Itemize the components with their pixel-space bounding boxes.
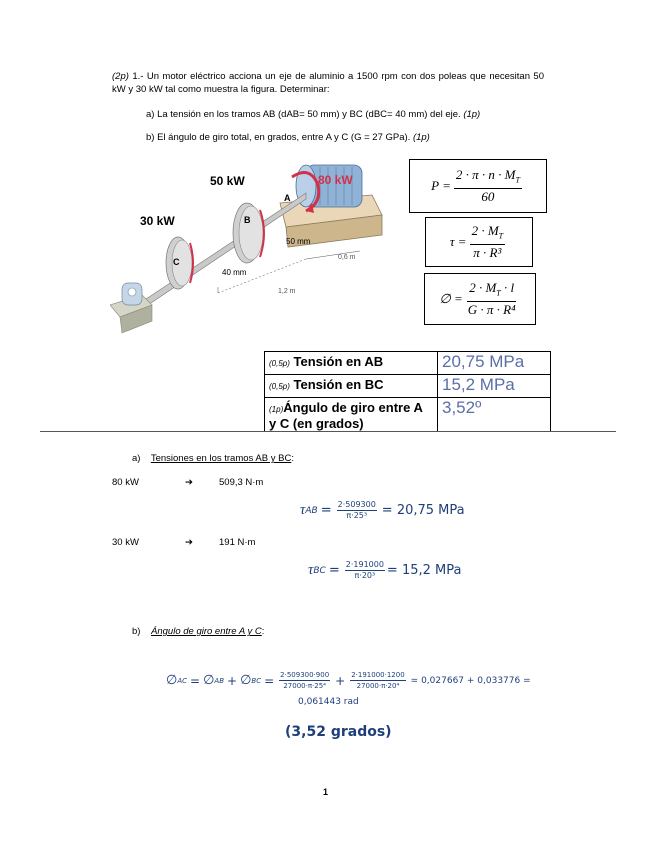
phi-ac-sub: AC [177,676,188,685]
table-row [265,375,551,398]
item-a [146,108,480,121]
phi-lhs: ∅ = [439,291,463,306]
row2-torque: 191 N·m [219,537,256,548]
result-points: (0,5p) [269,382,290,391]
problem-statement [112,70,544,96]
label-0-6m: 0,6 m [338,254,356,261]
solution-a-prefix: a) [132,453,141,464]
label-50mm: 50 mm [286,237,311,246]
tau-den: π · R³ [473,245,502,261]
tau-bc-equation: τ BC = $\frac{2\cdot 191000}{\text{π·20³}}$ = 15,2 MPa [308,560,462,580]
result-value: 20,75 MPa [438,352,551,375]
power-lhs: P = [431,178,451,193]
solution-a-heading [132,452,294,465]
phi-num1: 2·509300·900 [280,671,330,679]
tau-bc-result: = 15,2 MPa [386,563,462,578]
phi-formula-box [424,273,536,325]
tau-ab-sub: AB [305,505,318,516]
problem-text: 1.- Un motor eléctrico acciona un eje de aluminio a 1500 rpm con dos poleas que necesitan 50 kW y 30 kW tal como muestra la figura. Determinar: [112,71,544,95]
arrow-icon: ➔ [185,537,193,548]
phi-bc-sub: BC [251,676,262,685]
solution-b-prefix: b) [132,626,141,637]
phi-bc: ∅ [240,673,252,688]
item-b-text: b) El ángulo de giro total, en grados, entre A y C (G = 27 GPa). [146,132,411,143]
tau-lhs: τ = [449,234,467,249]
phi-den: G · π · R⁴ [467,302,516,318]
power-sub: T [515,175,520,185]
label-a: A [284,193,291,203]
result-points: (1p) [269,405,284,414]
tau-ab-num: 2·509300 [337,500,376,509]
tau-bc-den: π·20³ [354,571,376,580]
label-c: C [173,257,180,267]
phi-den2: 27000·π·20⁴ [356,682,400,690]
results-table [264,351,551,432]
phi-rad: 0,061443 rad [298,697,359,707]
item-b [146,131,430,144]
tau-sub: T [498,231,504,241]
row2-power: 30 kW [112,537,139,548]
phi-ab: ∅ [203,673,215,688]
item-a-text: a) La tensión en los tramos AB (dAB= 50 mm) y BC (dBC= 40 mm) del eje. [146,109,461,120]
label-50kw: 50 kW [210,174,245,188]
result-value: 15,2 MPa [438,375,551,398]
table-row [265,398,551,432]
phi-num2: 2·191000·1200 [351,671,405,679]
label-1-2m: 1,2 m [278,288,296,295]
phi-num-tail: · l [500,279,515,295]
phi-sub: T [496,288,501,298]
power-num: 2 · π · n · M [455,166,516,182]
solution-a-title: Tensiones en los tramos AB y BC [150,453,292,464]
item-a-points: (1p) [463,109,481,120]
row1-power: 80 kW [112,477,139,488]
table-row [265,352,551,375]
tau-bc-num: 2·191000 [345,560,384,569]
tau-ab-den: π·25³ [346,511,368,520]
label-b: B [244,215,251,225]
result-label-text: Tensión en AB [293,354,384,369]
tau-formula-box [425,217,533,267]
solution-b-colon: : [261,626,265,637]
tau-ab-equation: τ AB = $\frac{2\cdot 509300}{\text{π·25³}}$ = 20,75 MPa [300,500,465,520]
page-number: 1 [323,787,329,797]
phi-ac-equation: ∅ AC = ∅ AB + ∅ BC = $\frac{2\cdot 509300\cdot 900}{\text{27000·π·25⁴}}$ + $\frac{2\cdot 191000\cdot 1200}{\text{27000·π·20⁴}}$ = 0,027667 + 0,033776 = [166,671,531,690]
result-value: 3,52º [438,398,551,432]
result-label [265,398,438,432]
label-40mm: 40 mm [222,268,247,277]
shaft-figure [110,155,400,345]
problem-points: (2p) [112,71,129,82]
item-b-points: (1p) [412,132,430,143]
result-label [265,375,438,398]
phi-ac-lhs: ∅ [166,673,178,688]
tau-ab-lhs: τ [300,502,306,518]
power-formula-box [409,159,547,213]
section-divider [40,431,616,432]
degrees-result: (3,52 grados) [285,724,392,740]
label-30kw: 30 kW [140,214,175,228]
result-label [265,352,438,375]
arrow-icon: ➔ [185,477,193,488]
phi-num: 2 · M [469,279,497,295]
phi-den1: 27000·π·25⁴ [283,682,326,690]
tau-bc-sub: BC [313,565,326,576]
phi-ab-sub: AB [214,676,224,685]
tau-bc-lhs: τ [308,562,314,578]
phi-result: = 0,027667 + 0,033776 = [410,675,531,686]
tau-num: 2 · M [471,222,499,238]
tau-ab-result: = 20,75 MPa [381,503,465,518]
result-points: (0,5p) [269,359,290,368]
power-den: 60 [481,189,495,205]
label-80kw: 80 kW [318,173,353,187]
result-label-text: Ángulo de giro entre A y C (en grados) [269,400,423,431]
result-label-text: Tensión en BC [293,377,384,392]
solution-b-heading [132,625,264,638]
solution-a-colon: : [291,453,294,464]
solution-b-title: Ángulo de giro entre A y C [151,626,262,637]
row1-torque: 509,3 N·m [219,477,264,488]
